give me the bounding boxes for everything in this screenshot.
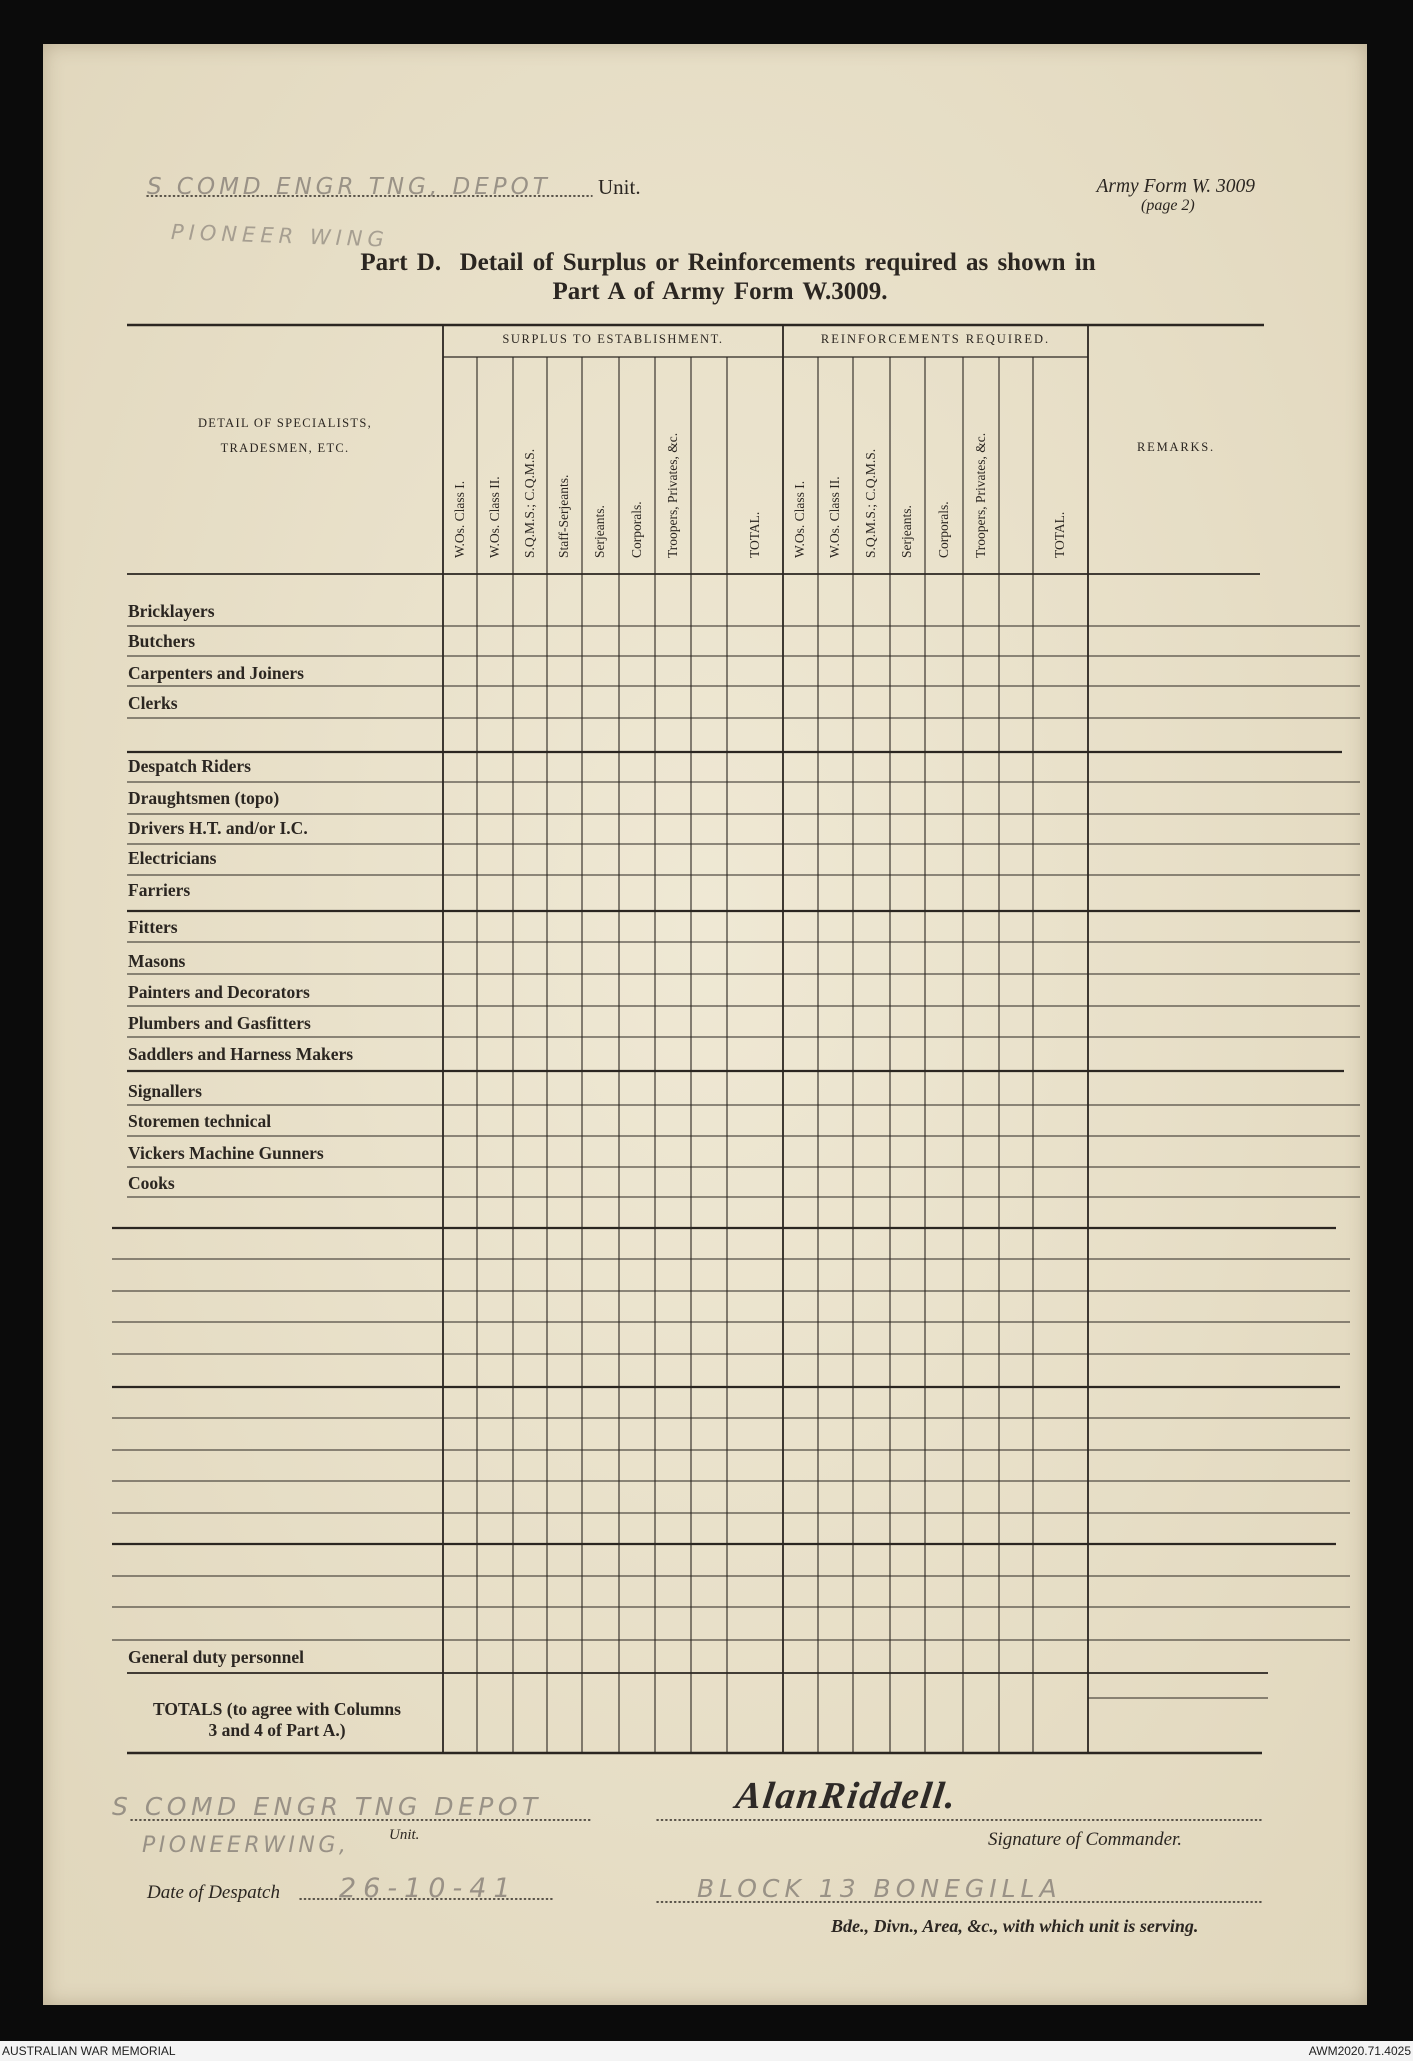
surplus-column-serjeants: Serjeants. [592, 505, 607, 558]
reinforcements-column-w-os-class-ii: W.Os. Class II. [827, 476, 842, 558]
row-label-saddlers-and-harness-makers: Saddlers and Harness Makers [128, 1044, 354, 1064]
row-label-signallers: Signallers [128, 1081, 202, 1101]
row-label-general-duty-personnel: General duty personnel [128, 1647, 304, 1667]
row-label-cooks: Cooks [128, 1173, 175, 1193]
reinforcements-column-troopers-privates-c: Troopers, Privates, &c. [973, 432, 988, 558]
surplus-column-w-os-class-i: W.Os. Class I. [452, 480, 467, 558]
detail-heading-line-2: TRADESMEN, ETC. [220, 441, 350, 455]
row-label-bricklayers: Bricklayers [128, 601, 215, 621]
commander-signature: AlanRiddell. [733, 1775, 961, 1817]
unit-handwritten: S COMD ENGR TNG, DEPOT [147, 174, 551, 200]
row-label-painters-and-decorators: Painters and Decorators [128, 982, 310, 1002]
date-of-despatch-handwritten: 26-10-41 [339, 1873, 518, 1904]
row-label-butchers: Butchers [128, 631, 196, 651]
row-label-farriers: Farriers [128, 880, 191, 900]
row-label-clerks: Clerks [128, 693, 178, 713]
row-label-storemen-technical: Storemen technical [128, 1111, 272, 1131]
row-label-drivers-h-t-and-or-i-c: Drivers H.T. and/or I.C. [128, 818, 308, 838]
surplus-heading: SURPLUS TO ESTABLISHMENT. [502, 332, 724, 346]
totals-label-line-1: TOTALS (to agree with Columns [153, 1699, 401, 1719]
surplus-column-total: TOTAL. [747, 511, 762, 558]
form-title-line-2: Part A of Army Form W.3009. [552, 278, 888, 305]
totals-label [127, 1699, 427, 1741]
row-label-despatch-riders: Despatch Riders [128, 756, 251, 776]
reinforcements-column-corporals: Corporals. [936, 501, 951, 558]
row-label-draughtsmen-topo: Draughtsmen (topo) [128, 788, 280, 808]
surplus-column-troopers-privates-c: Troopers, Privates, &c. [665, 432, 680, 558]
row-label-electricians: Electricians [128, 848, 217, 868]
footer-unit-handwritten: S COMD ENGR TNG DEPOT [112, 1792, 542, 1821]
row-label-vickers-machine-gunners: Vickers Machine Gunners [128, 1143, 324, 1163]
archive-credit: AUSTRALIAN WAR MEMORIAL [2, 2044, 176, 2058]
surplus-column-corporals: Corporals. [629, 501, 644, 558]
row-label-masons: Masons [128, 951, 186, 971]
footer-unit-label: Unit. [389, 1827, 420, 1843]
location-label: Bde., Divn., Area, &c., with which unit is serving. [831, 1916, 1199, 1936]
detail-heading-line-1: DETAIL OF SPECIALISTS, [197, 416, 373, 430]
location-handwritten: BLOCK 13 BONEGILLA [697, 1874, 1062, 1903]
form-title-line-1: Part D. Detail of Surplus or Reinforcements required as shown in [360, 249, 1096, 276]
reinforcements-column-serjeants: Serjeants. [899, 505, 914, 558]
row-label-plumbers-and-gasfitters: Plumbers and Gasfitters [128, 1013, 311, 1033]
archive-credit-band [0, 2041, 1413, 2061]
date-of-despatch-label: Date of Despatch [147, 1882, 280, 1903]
surplus-column-staff-serjeants: Staff-Serjeants. [556, 474, 571, 558]
archive-reference: AWM2020.71.4025 [1308, 2044, 1411, 2058]
remarks-heading: REMARKS. [1137, 440, 1215, 454]
reinforcements-column-s-q-m-s-c-q-m-s: S.Q.M.S.; C.Q.M.S. [863, 448, 878, 558]
page-reference: (page 2) [1141, 197, 1195, 214]
unit-label: Unit. [598, 175, 641, 199]
row-label-carpenters-and-joiners: Carpenters and Joiners [128, 663, 304, 683]
reinforcements-column-total: TOTAL. [1052, 511, 1067, 558]
reinforcements-column-w-os-class-i: W.Os. Class I. [792, 480, 807, 558]
surplus-column-s-q-m-s-c-q-m-s: S.Q.M.S.; C.Q.M.S. [522, 448, 537, 558]
footer-wing-handwritten: PIONEERWING, [142, 1833, 350, 1858]
reinforcements-heading: REINFORCEMENTS REQUIRED. [820, 332, 1051, 346]
surplus-column-w-os-class-ii: W.Os. Class II. [487, 476, 502, 558]
wing-handwritten: PIONEER WING [170, 220, 390, 252]
form-reference: Army Form W. 3009 [1096, 176, 1255, 197]
signature-label: Signature of Commander. [988, 1829, 1183, 1850]
row-label-fitters: Fitters [128, 917, 178, 937]
totals-label-line-2: 3 and 4 of Part A.) [208, 1720, 346, 1740]
